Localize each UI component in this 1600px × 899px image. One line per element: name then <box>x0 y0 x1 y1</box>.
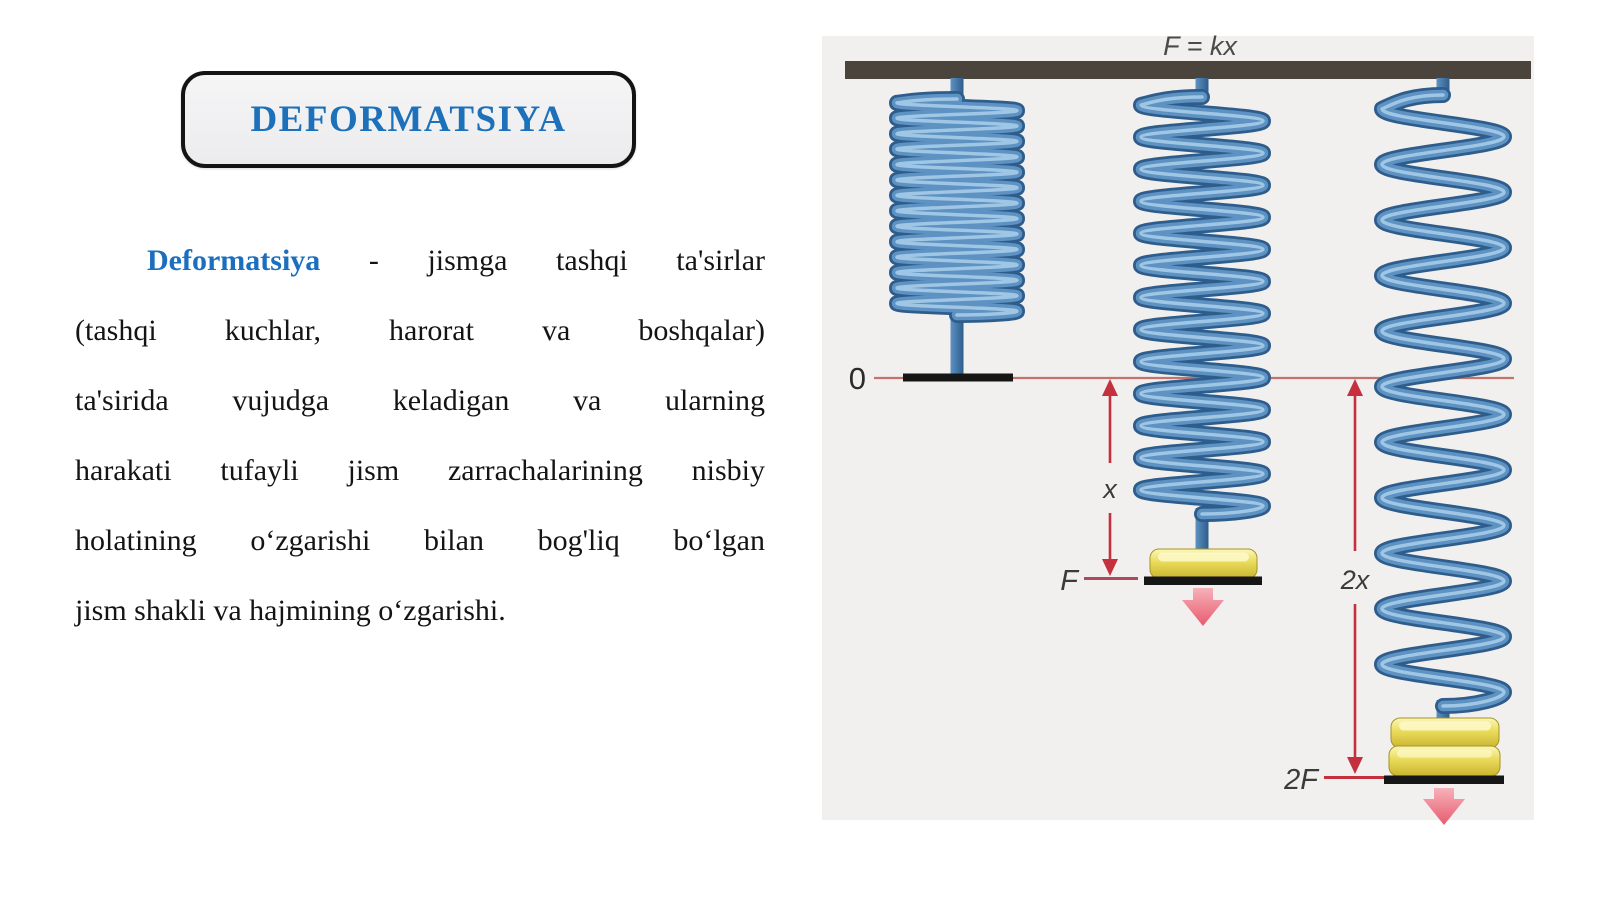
term-deformatsiya: Deformatsiya <box>147 244 321 277</box>
extension-2x-label: 2x <box>1340 565 1370 595</box>
spring-stretched-x <box>1141 97 1263 514</box>
spring-natural <box>897 99 1017 315</box>
springs-illustration <box>820 30 1536 830</box>
title-box <box>181 71 636 168</box>
paragraph-line: harakati tufayli jism zarrachalarining nisbiy <box>75 454 765 487</box>
title-label: DEFORMATSIYA <box>250 99 567 140</box>
weight-f-base-bar <box>1144 577 1262 586</box>
paragraph-line: jism shakli va hajmining oʻzgarishi. <box>75 594 506 627</box>
paragraph-line: (tashqi kuchlar, harorat va boshqalar) <box>75 314 765 347</box>
paragraph-line: holatining oʻzgarishi bilan bog'liq boʻlgan <box>75 524 765 557</box>
hooke-law-diagram <box>820 30 1536 830</box>
force-2f-label: 2F <box>1284 764 1318 796</box>
force-f-label: F <box>1060 565 1078 597</box>
paragraph-line: Deformatsiya - jismga tashqi ta'sirlar <box>147 244 765 277</box>
formula-label: F = kx <box>1163 31 1237 61</box>
paragraph-line: ta'sirida vujudga keladigan va ularning <box>75 384 765 417</box>
ceiling-bar <box>845 61 1531 79</box>
weight-2f-base-bar <box>1384 776 1504 785</box>
definition-paragraph <box>75 226 765 646</box>
natural-length-bar <box>903 374 1013 382</box>
zero-label: 0 <box>848 361 866 396</box>
extension-x-label: x <box>1103 474 1117 504</box>
